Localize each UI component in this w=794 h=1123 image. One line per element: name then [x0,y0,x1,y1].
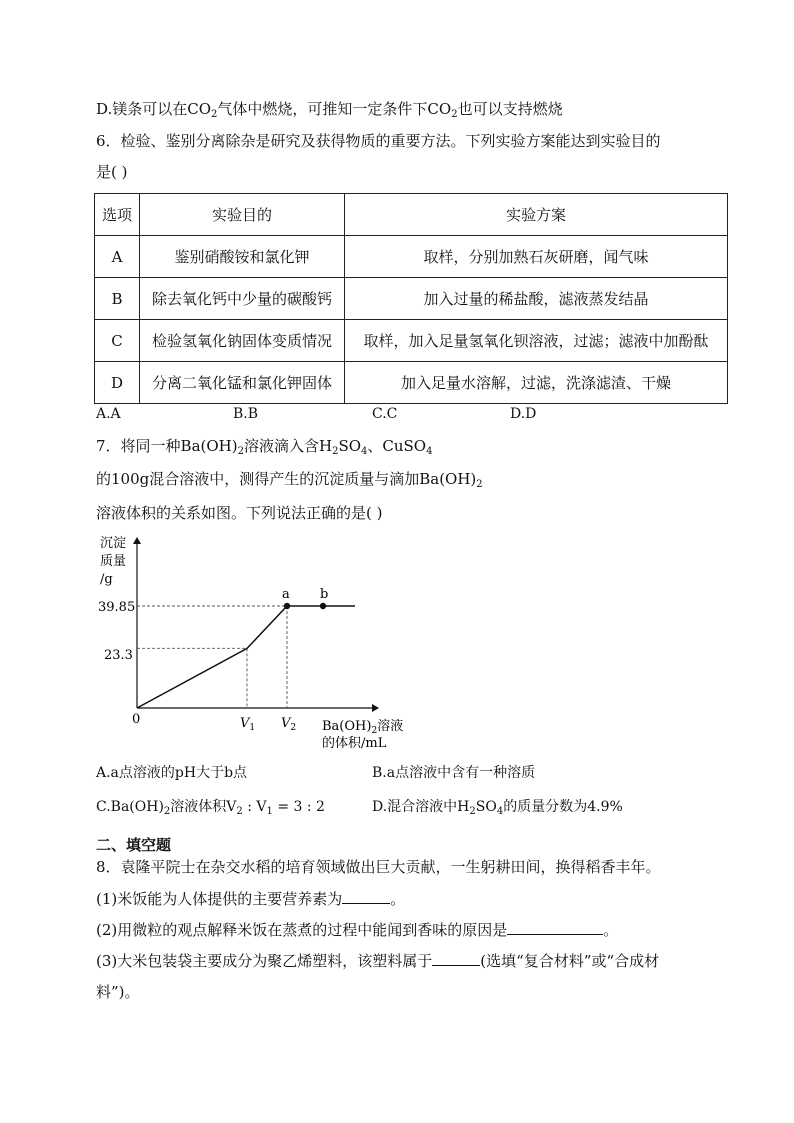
q6-table [94,193,728,404]
table-cell: 检验氢氧化钠固体变质情况 [140,320,345,362]
q8-part-3-cont: 料”)。 [96,983,140,1001]
q6-option-d: D.D [510,406,537,422]
point-a-label: a [282,587,290,602]
table-cell: C [95,320,140,362]
table-row [95,320,728,362]
x-label-1: $Ba(OH)_2$溶液 [322,719,404,736]
q6-option-c: C.C [372,406,398,422]
q8-part-2: (2)用微粒的观点解释米饭在蒸煮的过程中能闻到香味的原因是 。 [96,921,619,939]
table-header-row [95,194,728,236]
header-cell: 实验方案 [345,194,728,236]
q8-part-3: (3)大米包装袋主要成分为聚乙烯塑料，该塑料属于 (选填“复合材料”或“合成材 [96,952,660,970]
q8-part-1: (1)米饭能为人体提供的主要营养素为 。 [96,890,406,908]
x-tick-v1: $V_1$ [240,716,256,733]
q7-option-c: $C.Ba(OH)_2$溶液体积$V_2$ : $V_1 = 3$ : 2 [96,799,325,817]
table-cell: A [95,236,140,278]
answer-blank[interactable] [342,888,390,904]
y-label-3: /g [100,572,113,587]
q6-option-b: B.B [233,406,259,422]
data-line [137,606,355,708]
y-label-1: 沉淀 [100,536,127,551]
q6-stem-line1: 6．检验、鉴别分离除杂是研究及获得物质的重要方法。下列实验方案能达到实验目的 [96,132,661,150]
origin-label: 0 [132,712,141,727]
point-b [320,603,326,609]
q8-stem: 8．袁隆平院士在杂交水稻的培育领域做出巨大贡献，一生躬耕田间，换得稻香丰年。 [96,858,661,876]
table-cell: 鉴别硝酸铵和氯化钾 [140,236,345,278]
y-label-2: 质量 [100,554,127,569]
answer-blank[interactable] [432,950,480,966]
table-cell: 加入过量的稀盐酸，滤液蒸发结晶 [345,278,728,320]
q7-option-a: A.a点溶液的pH大于b点 [96,765,248,781]
q5-option-d: D.镁条可以在$CO_2$气体中燃烧，可推知一定条件下$CO_2$也可以支持燃烧 [96,100,563,120]
q7-option-d: D.混合溶液中$H_2SO_4$的质量分数为4.9% [372,799,623,817]
q6-option-a: A.A [96,406,121,422]
q7-stem-line3: 溶液体积的关系如图。下列说法正确的是( ) [96,504,383,522]
answer-blank[interactable] [507,919,603,935]
header-cell: 实验目的 [140,194,345,236]
table-cell: 取样，分别加熟石灰研磨，闻气味 [345,236,728,278]
q7-option-b: B.a点溶液中含有一种溶质 [372,765,536,781]
table-cell: B [95,278,140,320]
table-row [95,362,728,404]
x-tick-v2: $V_2$ [281,716,297,733]
table-cell: 取样，加入足量氢氧化钡溶液，过滤；滤液中加酚酞 [345,320,728,362]
table-cell: D [95,362,140,404]
table-row [95,278,728,320]
q6-stem-line2: 是( ) [96,163,128,181]
table-cell: 分离二氧化锰和氯化钾固体 [140,362,345,404]
section-title: 二、填空题 [96,836,172,854]
header-cell: 选项 [95,194,140,236]
q7-stem-line2: 的100g混合溶液中，测得产生的沉淀质量与滴加$Ba(OH)_2$ [96,470,483,490]
q7-stem-line1: 7．将同一种$Ba(OH)_2$溶液滴入含$H_2SO_4$、CuSO$_4$ [96,437,433,457]
table-cell: 加入足量水溶解，过滤，洗涤滤渣、干燥 [345,362,728,404]
point-a [284,603,290,609]
y-tick-label: 23.3 [104,648,133,663]
y-tick-label: 39.85 [98,600,136,615]
x-label-2: 的体积/mL [322,736,387,751]
point-b-label: b [320,587,329,602]
table-row [95,236,728,278]
table-cell: 除去氧化钙中少量的碳酸钙 [140,278,345,320]
